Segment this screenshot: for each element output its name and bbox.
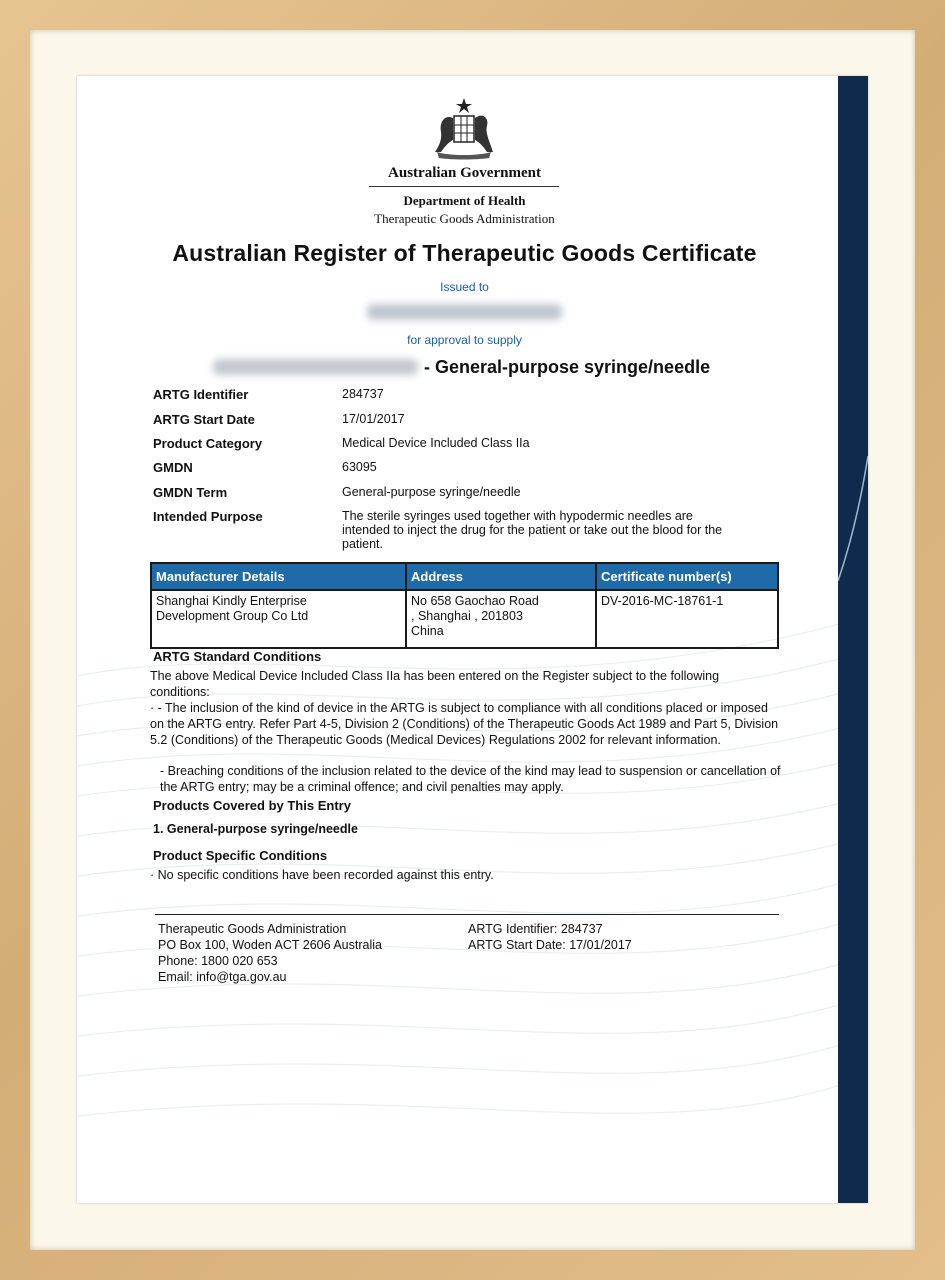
condition-item: · - The inclusion of the kind of device in the ARTG is subject to compliance with all conditions placed or imposed on the ARTG entry. Refer Part 4-5, Division 2 (Conditions) of the Therapeutic Goods Act 1989 and Part 5, Division 5.2 (Conditions) of the Therapeutic Goods (Medical Devices) Regulations 2002 for relevant information. (150, 701, 779, 747)
address-cell: No 658 Gaochao Road , Shanghai , 201803 China (406, 590, 596, 648)
table-header-row (151, 563, 778, 590)
redacted-company-name (367, 304, 562, 320)
footer-divider (155, 914, 779, 915)
field-value: The sterile syringes used together with hypodermic needles are intended to inject the drug for the patient or take out the blood for the patient. (342, 509, 723, 551)
bullet-icon: · (150, 701, 158, 715)
issued-to-label: Issued to (440, 280, 489, 294)
header-divider (369, 186, 559, 187)
bullet-icon: · (150, 868, 158, 882)
products-covered-heading: Products Covered by This Entry (153, 798, 351, 813)
field-label: Product Category (153, 436, 263, 451)
field-label: Intended Purpose (153, 509, 263, 524)
coat-of-arms-logo (427, 96, 501, 160)
certificate-paper (77, 76, 868, 1203)
product-heading: - General-purpose syringe/needle (424, 357, 711, 377)
column-header: Address (406, 563, 596, 590)
specific-conditions-heading: Product Specific Conditions (153, 848, 328, 863)
table-row (151, 590, 778, 648)
field-value: General-purpose syringe/needle (342, 485, 521, 499)
field-value: 284737 (342, 387, 384, 401)
specific-conditions-text: · No specific conditions have been recorded against this entry. (150, 868, 494, 882)
certificate-title: Australian Register of Therapeutic Goods Certificate (172, 240, 757, 266)
field-label: ARTG Start Date (153, 412, 255, 427)
government-title: Australian Government (388, 165, 541, 181)
standard-conditions-heading: ARTG Standard Conditions (153, 649, 322, 664)
column-header: Certificate number(s) (596, 563, 778, 590)
footer-contact: Therapeutic Goods Administration PO Box 100, Woden ACT 2606 Australia Phone: 1800 020 653 Email: info@tga.gov.au (158, 922, 382, 984)
condition-item: - Breaching conditions of the inclusion related to the device of the kind may lead to suspension or cancellation of the ARTG entry; may be a criminal offence; and civil penalties may apply. (160, 764, 781, 794)
redacted-sponsor-name (213, 359, 418, 375)
manufacturer-table (150, 562, 779, 649)
manufacturer-cell: Shanghai Kindly Enterprise Development Group Co Ltd (151, 590, 406, 648)
department-name: Department of Health (403, 193, 526, 208)
footer-artg-info: ARTG Identifier: 284737 ARTG Start Date: 17/01/2017 (468, 922, 632, 952)
field-label: GMDN (153, 460, 193, 475)
field-value: 63095 (342, 460, 377, 474)
approval-label: for approval to supply (407, 333, 522, 347)
certificate-number-cell: DV-2016-MC-18761-1 (596, 590, 778, 648)
product-list-item: 1. General-purpose syringe/needle (153, 822, 358, 836)
agency-name: Therapeutic Goods Administration (374, 211, 555, 226)
field-value: Medical Device Included Class IIa (342, 436, 530, 450)
field-label: ARTG Identifier (153, 387, 249, 402)
standard-conditions-intro: The above Medical Device Included Class IIa has been entered on the Register subject to the following conditions: (150, 669, 720, 699)
column-header: Manufacturer Details (151, 563, 406, 590)
field-value: 17/01/2017 (342, 412, 405, 426)
field-label: GMDN Term (153, 485, 228, 500)
